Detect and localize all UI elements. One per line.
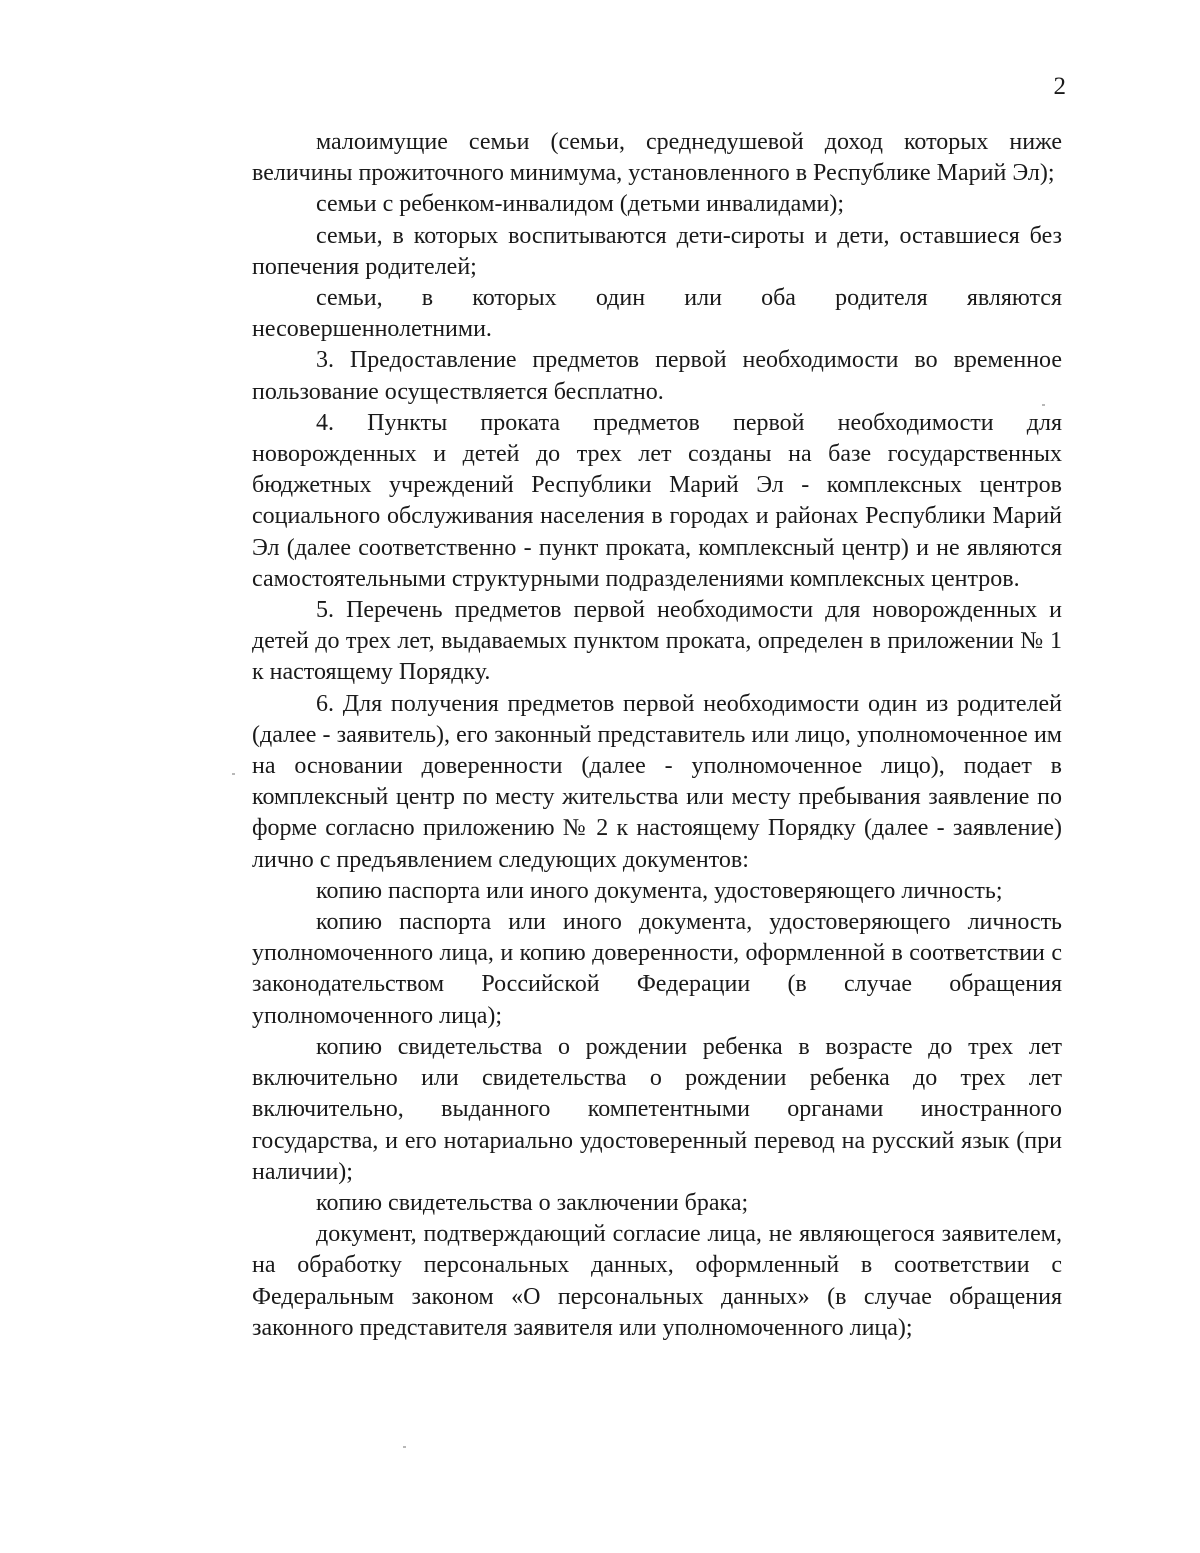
scan-speck xyxy=(403,1446,406,1448)
paragraph-low-income-families: малоимущие семьи (семьи, среднедушевой доход которых ниже величины прожиточного минимума, установленного в Республике Марий Эл); xyxy=(252,129,1062,187)
paragraph-item-4: 4. Пункты проката предметов первой необходимости для новорожденных и детей до трех лет созданы на базе государственных бюджетных учреждений Республики Марий Эл - комплексных центров социального обслуживания населения в городах и районах Республики Марий Эл (далее соответственно - пункт проката, комплексный центр) и не являются самостоятельными структурными подразделениями комплексных центров. xyxy=(252,409,1062,592)
paragraph-marriage-certificate: копию свидетельства о заключении брака; xyxy=(316,1189,749,1216)
paragraph-birth-certificate: копию свидетельства о рождении ребенка в возрасте до трех лет включительно или свидетельства о рождении ребенка до трех лет включительно, выданного компетентными органами иностранного государства, и его нотариально удостоверенный перевод на русский язык (при наличии); xyxy=(252,1033,1062,1185)
paragraph-orphan-families: семьи, в которых воспитываются дети-сироты и дети, оставшиеся без попечения родителей; xyxy=(252,222,1062,280)
paragraph-personal-data-consent: документ, подтверждающий согласие лица, не являющегося заявителем, на обработку персональных данных, оформленный в соответствии с Федеральным законом «О персональных данных» (в случае обращения законного представителя заявителя или уполномоченного лица); xyxy=(252,1221,1062,1341)
page-number: 2 xyxy=(1053,73,1066,100)
paragraph-disabled-child-families: семьи с ребенком-инвалидом (детьми инвалидами); xyxy=(316,191,845,218)
scan-speck xyxy=(1042,404,1045,406)
scan-speck xyxy=(232,773,235,775)
paragraph-minor-parents: семьи, в которых один или оба родителя являются несовершеннолетними. xyxy=(252,285,1062,343)
paragraph-item-3: 3. Предоставление предметов первой необходимости во временное пользование осуществляется бесплатно. xyxy=(252,347,1062,405)
document-body xyxy=(252,127,1062,1344)
paragraph-authorized-person-documents: копию паспорта или иного документа, удостоверяющего личность уполномоченного лица, и копию доверенности, оформленной в соответствии с законодательством Российской Федерации (в случае обращения уполномоченного лица); xyxy=(252,909,1062,1029)
paragraph-passport-copy: копию паспорта или иного документа, удостоверяющего личность; xyxy=(316,877,1003,904)
paragraph-item-5: 5. Перечень предметов первой необходимости для новорожденных и детей до трех лет, выдаваемых пунктом проката, определен в приложении № 1 к настоящему Порядку. xyxy=(252,597,1062,686)
paragraph-item-6: 6. Для получения предметов первой необходимости один из родителей (далее - заявитель), его законный представитель или лицо, уполномоченное им на основании доверенности (далее - уполномоченное лицо), подает в комплексный центр по месту жительства или месту пребывания заявление по форме согласно приложению № 2 к настоящему Порядку (далее - заявление) лично с предъявлением следующих документов: xyxy=(252,690,1062,873)
